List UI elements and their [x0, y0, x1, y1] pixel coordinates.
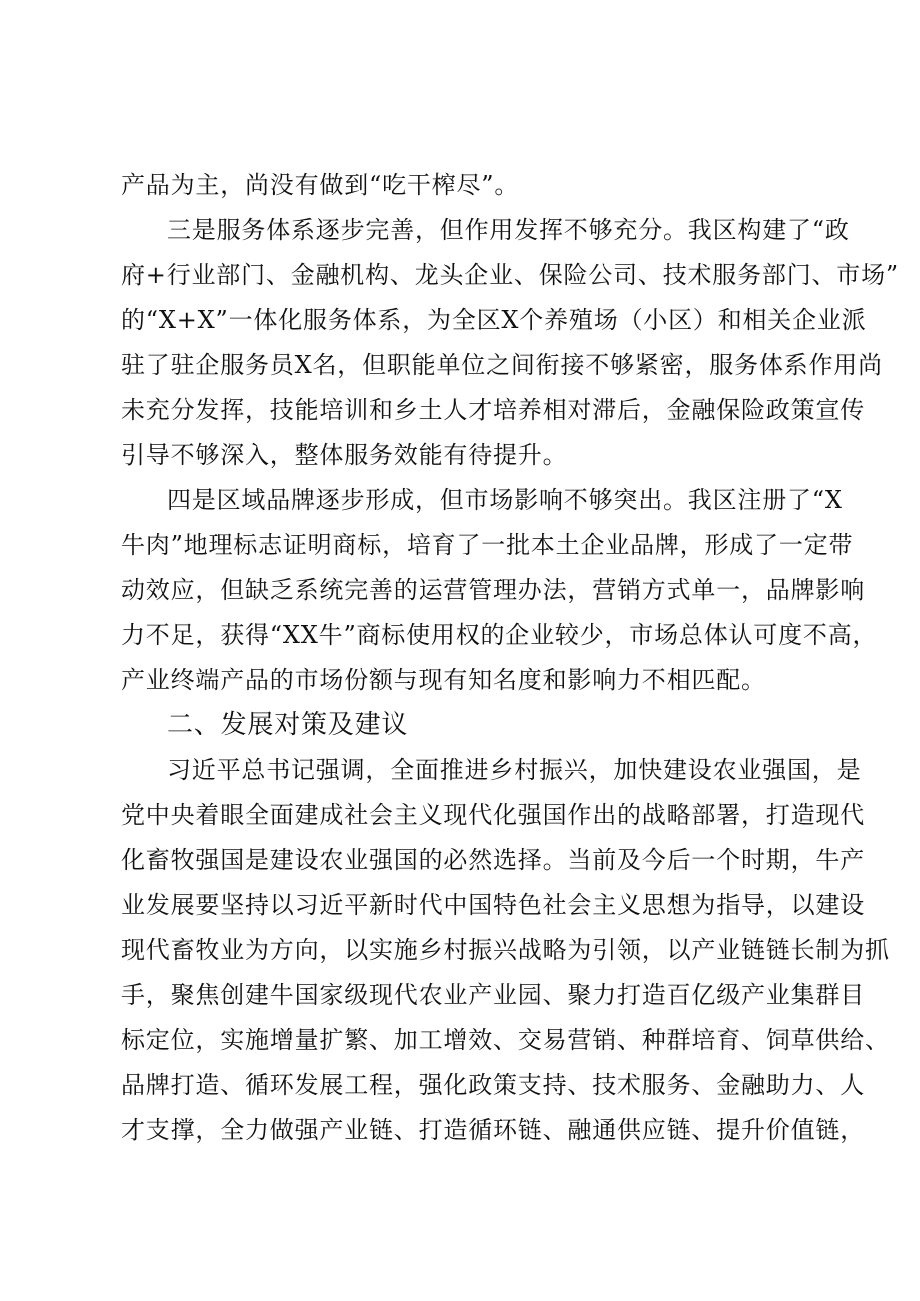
paragraph-line: 驻了驻企服务员X名，但职能单位之间衔接不够紧密，服务体系作用尚 — [121, 351, 883, 379]
paragraph-line: 习近平总书记强调，全面推进乡村振兴，加快建设农业强国，是 — [167, 756, 862, 784]
paragraph-line: 引导不够深入，整体服务效能有待提升。 — [121, 441, 568, 469]
paragraph-line: 的“X+X”一体化服务体系，为全区X个养殖场（小区）和相关企业派 — [121, 306, 867, 334]
paragraph-line: 手，聚焦创建牛国家级现代农业产业园、聚力打造百亿级产业集群目 — [121, 981, 865, 1009]
paragraph-line: 动效应，但缺乏系统完善的运营管理办法，营销方式单一，品牌影响 — [121, 576, 865, 604]
paragraph-line: 府+行业部门、金融机构、龙头企业、保险公司、技术服务部门、市场” — [121, 261, 899, 289]
paragraph-line: 未充分发挥，技能培训和乡土人才培养相对滞后，金融保险政策宣传 — [121, 396, 865, 424]
paragraph-line: 力不足，获得“XX牛”商标使用权的企业较少，市场总体认可度不高， — [121, 621, 878, 649]
section-heading: 二、发展对策及建议 — [167, 710, 409, 740]
paragraph-line: 才支撑，全力做强产业链、打造循环链、融通供应链、提升价值链， — [121, 1116, 865, 1144]
paragraph-line: 标定位，实施增量扩繁、加工增效、交易营销、种群培育、饲草供给、 — [121, 1026, 890, 1054]
paragraph-line: 四是区域品牌逐步形成，但市场影响不够突出。我区注册了“X — [167, 486, 843, 514]
paragraph-line: 业发展要坚持以习近平新时代中国特色社会主义思想为指导，以建设 — [121, 891, 865, 919]
paragraph-line: 党中央着眼全面建成社会主义现代化强国作出的战略部署，打造现代 — [121, 801, 865, 829]
paragraph-line: 产业终端产品的市场份额与现有知名度和影响力不相匹配。 — [121, 666, 766, 694]
paragraph-line: 品牌打造、循环发展工程，强化政策支持、技术服务、金融助力、人 — [121, 1071, 865, 1099]
paragraph-line: 化畜牧强国是建设农业强国的必然选择。当前及今后一个时期，牛产 — [121, 846, 865, 874]
paragraph-line: 三是服务体系逐步完善，但作用发挥不够充分。我区构建了“政 — [167, 216, 850, 244]
paragraph-line: 牛肉”地理标志证明商标，培育了一批本土企业品牌，形成了一定带 — [121, 531, 854, 559]
paragraph-line: 现代畜牧业为方向，以实施乡村振兴战略为引领，以产业链链长制为抓 — [121, 936, 890, 964]
paragraph-line: 产品为主，尚没有做到“吃干榨尽”。 — [121, 171, 520, 199]
